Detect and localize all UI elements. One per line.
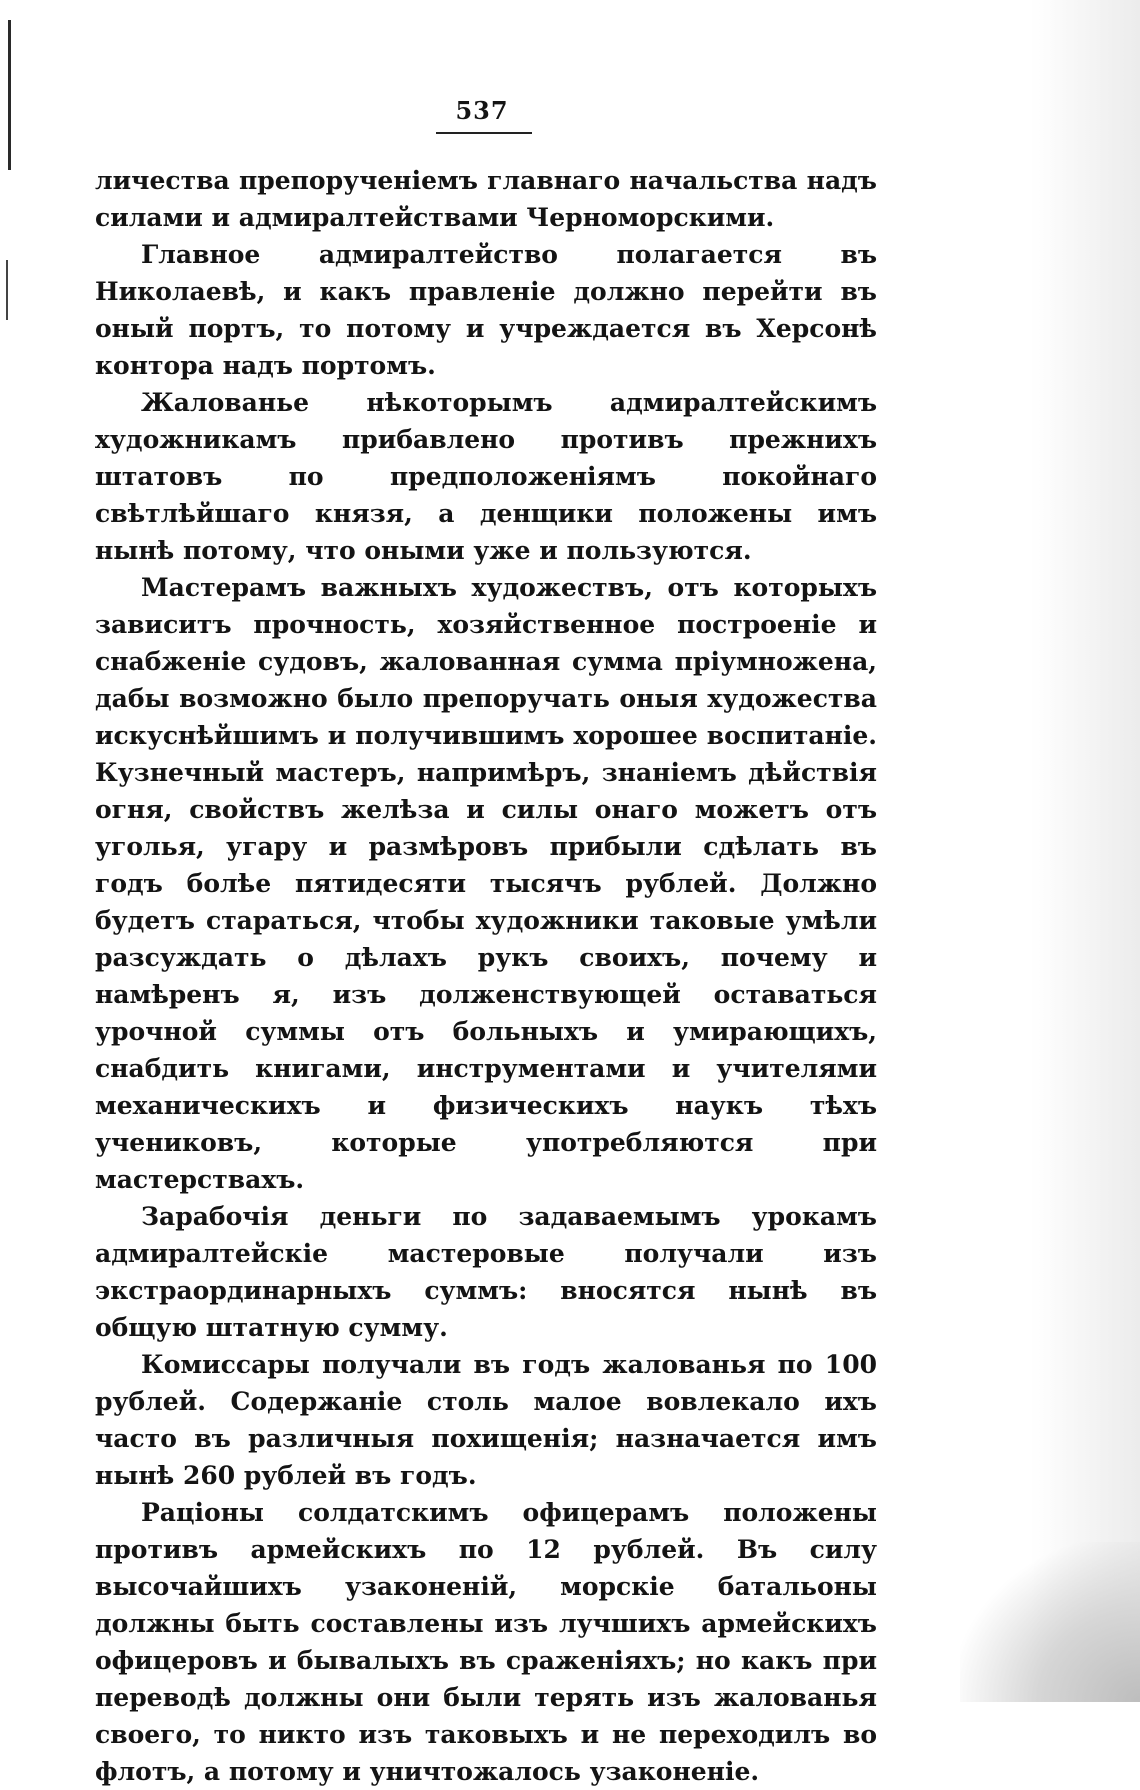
paragraph: Главное адмиралтейство полагается въ Николаевѣ, и какъ правленіе должно перейти въ оный портъ, то потому и учреждается въ Херсонѣ контора надъ портомъ. (95, 240, 877, 380)
page-body (95, 162, 877, 1790)
scan-page-shadow (1030, 0, 1140, 1702)
page-number: 537 (455, 96, 509, 125)
scan-edge-mark (8, 20, 11, 170)
paragraph: Зарабочія деньги по задаваемымъ урокамъ адмиралтейскіе мастеровые получали изъ экстраординарныхъ суммъ: вносятся нынѣ въ общую штатную сумму. (95, 1202, 877, 1342)
scan-page-corner (960, 1542, 1140, 1702)
paragraph: Комиссары получали въ годъ жалованья по 100 рублей. Содержаніе столь малое вовлекало ихъ часто въ различныя похищенія; назначается имъ нынѣ 260 рублей въ годъ. (95, 1350, 877, 1490)
paragraph: Мастерамъ важныхъ художествъ, отъ которыхъ зависитъ прочность, хозяйственное построеніе и снабженіе судовъ, жалованная сумма пріумножена, дабы возможно было препоручать оныя художества искуснѣйшимъ и получившимъ хорошее воспитаніе. Кузнечный мастеръ, напримѣръ, знаніемъ дѣйствія огня, свойствъ желѣза и силы онаго можетъ отъ уголья, угару и размѣровъ прибыли сдѣлать въ годъ болѣе пятидесяти тысячъ рублей. Должно будетъ стараться, чтобы художники таковые умѣли разсуждать о дѣлахъ рукъ своихъ, почему и намѣренъ я, изъ долженствующей оставаться урочной суммы отъ больныхъ и умирающихъ, снабдить книгами, инструментами и учителями механическихъ и физическихъ наукъ тѣхъ учениковъ, которые употребляются при мастерствахъ. (95, 573, 877, 1194)
page-number-rule (436, 132, 532, 134)
scan-edge-mark (6, 260, 8, 320)
paragraph: Жалованье нѣкоторымъ адмиралтейскимъ художникамъ прибавлено противъ прежнихъ штатовъ по предположеніямъ покойнаго свѣтлѣйшаго князя, а денщики положены имъ нынѣ потому, что оными уже и пользуются. (95, 388, 877, 565)
paragraph: личества препорученіемъ главнаго начальства надъ силами и адмиралтействами Черноморскими. (95, 166, 877, 232)
paragraph: Раціоны солдатскимъ офицерамъ положены противъ армейскихъ по 12 рублей. Въ силу высочайшихъ узаконеній, морскіе батальоны должны быть составлены изъ лучшихъ армейскихъ офицеровъ и бывалыхъ въ сраженіяхъ; но какъ при переводѣ должны они были терять изъ жалованья своего, то никто изъ таковыхъ и не переходилъ во флотъ, а потому и уничтожалось узаконеніе. (95, 1498, 877, 1786)
